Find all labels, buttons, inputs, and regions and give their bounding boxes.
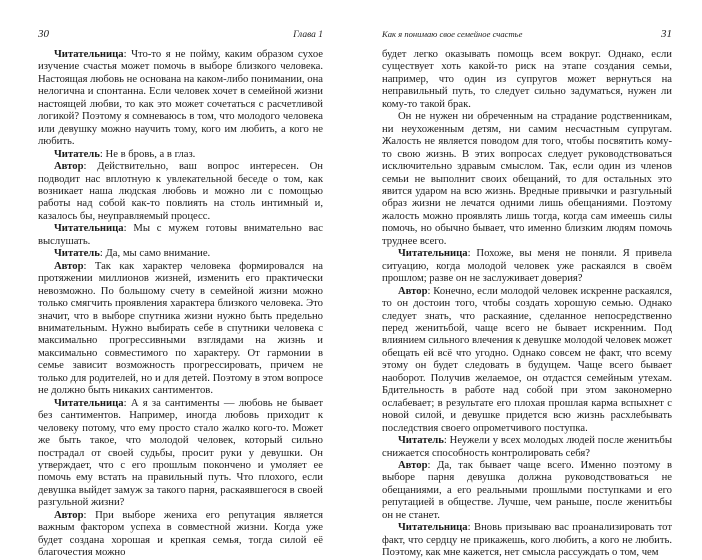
paragraph-text: Вновь призываю вас проанализировать тот факт, что сердцу не прикажешь, кого любить, а кого не любить. Поэтому, как мне кажется, нет смысла рассуждать о том, чем <box>382 522 672 559</box>
left-running-header <box>38 28 323 42</box>
dialogue-paragraph <box>382 435 672 460</box>
speaker-label: Читательница <box>54 49 124 60</box>
speaker-separator: : <box>83 161 98 173</box>
speaker-separator: : <box>99 148 106 160</box>
paragraph-text: Да, так бывает чаще всего. Именно поэтому в выборе парня девушка должна руководствоваться не обещаниями, а его реальными прошлыми поступками и его репутацией в обществе. Лучше, чем раньше, после женитьбы он не станет. <box>382 459 672 521</box>
paragraph-text: При выборе жениха его репутация является важным фактором успеха в совместной жизни. Когда уже будет создана хорошая и крепкая семья, тогда силой её благочестия можно <box>38 509 324 559</box>
speaker-separator: : <box>443 435 450 447</box>
dialogue-paragraph <box>38 49 323 149</box>
speaker-separator: : <box>123 49 132 60</box>
speaker-label: Читатель <box>54 248 100 260</box>
paragraph-text: Мы с мужем готовы внимательно вас выслушать. <box>38 223 323 247</box>
speaker-label: Автор <box>398 285 428 297</box>
paragraph <box>382 111 672 248</box>
speaker-separator: : <box>83 260 95 272</box>
speaker-separator: : <box>99 248 106 260</box>
speaker-label: Читательница <box>54 397 124 409</box>
left-body-text <box>38 49 323 560</box>
speaker-separator: : <box>123 397 131 409</box>
paragraph-text: Что-то я не пойму, каким образом сухое изучение счастья может помочь в выборе близкого человека. Настоящая любовь не основана на каком-либо понимании, она нелогична и спонтанна. Если человек хочет в семейной жизни настоящей любви, то как это может сочетаться с расчетливой логикой? Поэтому я сомневаюсь в том, что молодого человека или девушку можно научить тому, кого им любить, а кого не любить. <box>38 49 323 148</box>
speaker-label: Автор <box>54 161 84 173</box>
paragraph-text: будет легко оказывать помощь всем вокруг. Однако, если существует хоть какой-то риск на этапе создания семьи, например, что один из супругов может вернуться на неправильный путь, то следует сильно задуматься, нужен ли кому-то такой брак. <box>382 49 672 110</box>
dialogue-paragraph <box>382 248 672 285</box>
speaker-label: Автор <box>54 509 84 521</box>
speaker-separator: : <box>83 509 96 521</box>
dialogue-paragraph <box>382 522 672 559</box>
paragraph <box>382 49 672 111</box>
speaker-label: Автор <box>398 459 428 471</box>
chapter-title: Глава 1 <box>293 30 323 40</box>
dialogue-paragraph <box>38 223 323 248</box>
paragraph-text: Действительно, ваш вопрос интересен. Он подводит нас вплотную к увлекательной беседе о том, как возникает наша людская любовь и можно ли с помощью работы над собой как-то повлиять на столь интимный и, казалось бы, неуправляемый процесс. <box>38 161 323 222</box>
paragraph-text: Он не нужен ни обреченным на страдание родственникам, ни неухоженным детям, ни самим несчастным супругам. Жалость не является поводом для того, чтобы посвятить кому-то свою жизнь. В этих вопросах следует руководствоваться исключительно здравым смыслом. Так, если один из членов семьи не выполнит своих обещаний, то для остальных это явится ударом на всю жизнь. Вредные привычки и разгульный образ жизни не лечатся одними лишь обещаниями. Поэтому жалость можно проявлять лишь тогда, когда сам имеешь силы помочь, но обычно бывает, что именно близким людям помочь труднее всего. <box>382 111 672 247</box>
page-number: 31 <box>661 28 672 40</box>
book-title: Как я понимаю свое семейное счастье <box>382 29 523 39</box>
speaker-separator: : <box>427 459 438 471</box>
paragraph-text: Похоже, вы меня не поняли. Я привела ситуацию, когда молодой человек уже раскаялся в своём прошлом; разве он не заслуживает доверия? <box>382 248 672 285</box>
paragraph-text: Да, мы само внимание. <box>105 248 211 260</box>
dialogue-paragraph <box>38 149 323 161</box>
speaker-separator: : <box>467 522 475 534</box>
dialogue-paragraph <box>38 510 323 560</box>
speaker-label: Читательница <box>398 248 468 260</box>
paragraph-text: А я за сантименты — любовь не бывает без сантиментов. Например, иногда любовь приходит к человеку потому, что ему просто стало жалко кого-то. Может же быть такое, что молодой человек, который сильно пострадал от своей судьбы, просит руки у девушки. Он утверждает, что с его прошлым покончено и умоляет ее помочь ему встать на правильный путь. Что плохого, если девушка выйдет замуж за такого парня, раскаявшегося в своей разгульной жизни? <box>38 397 323 509</box>
dialogue-paragraph <box>382 460 672 522</box>
paragraph-text: Так как характер человека формировался на протяжении миллионов жизней, изменить его практически невозможно. По большому счету в семейной жизни можно только смягчить проявления характера близкого человека. Это значит, что в выборе спутника жизни нужно быть предельно внимательным. Нужно выбирать себе в спутники человека с максимально прогрессивными взглядами на жизнь и максимально совместимого по характеру. От гармонии в семье зависит возможность прогрессировать, причем не только для родителей, но и для детей. Поэтому в этом вопросе не должно быть никаких сантиментов. <box>38 260 323 397</box>
dialogue-paragraph <box>38 261 323 398</box>
speaker-label: Читательница <box>398 522 468 534</box>
speaker-separator: : <box>123 223 134 235</box>
speaker-separator: : <box>427 285 434 297</box>
speaker-label: Автор <box>54 260 84 272</box>
page-number: 30 <box>38 28 49 40</box>
speaker-separator: : <box>467 248 477 260</box>
dialogue-paragraph <box>38 161 323 223</box>
speaker-label: Читательница <box>54 223 124 235</box>
paragraph-text: Не в бровь, а в глаз. <box>105 148 196 160</box>
speaker-label: Читатель <box>54 148 100 160</box>
right-page <box>351 0 702 559</box>
dialogue-paragraph <box>38 398 323 510</box>
paragraph-text: Неужели у всех молодых людей после женитьбы снижается способность контролировать себя? <box>382 435 672 459</box>
speaker-label: Читатель <box>398 435 444 447</box>
paragraph-text: Конечно, если молодой человек искренне раскаялся, то он достоин того, чтобы создать хорошую семью. Однако следует знать, что раскаяние, сделанное непосредственно перед женитьбой, чаще всего не бывает искренним. Под влиянием сильного влечения к девушке молодой человек может обещать ей всё что угодно. Однако совсем не факт, что всему этому он будет следовать в будущем. Чаще всего бывает наоборот. Получив желаемое, он отдастся семейным утехам. Бдительность в работе над собой при этом закономерно ослабевает; в результате его плохая прошлая карма вспыхнет с новой силой, и девушке придется всю жизнь расхлебывать последствия своего опрометчивого поступка. <box>382 285 672 434</box>
dialogue-paragraph <box>38 248 323 260</box>
dialogue-paragraph <box>382 286 672 435</box>
right-running-header <box>382 28 672 42</box>
left-page <box>0 0 351 559</box>
right-body-text <box>382 49 672 560</box>
